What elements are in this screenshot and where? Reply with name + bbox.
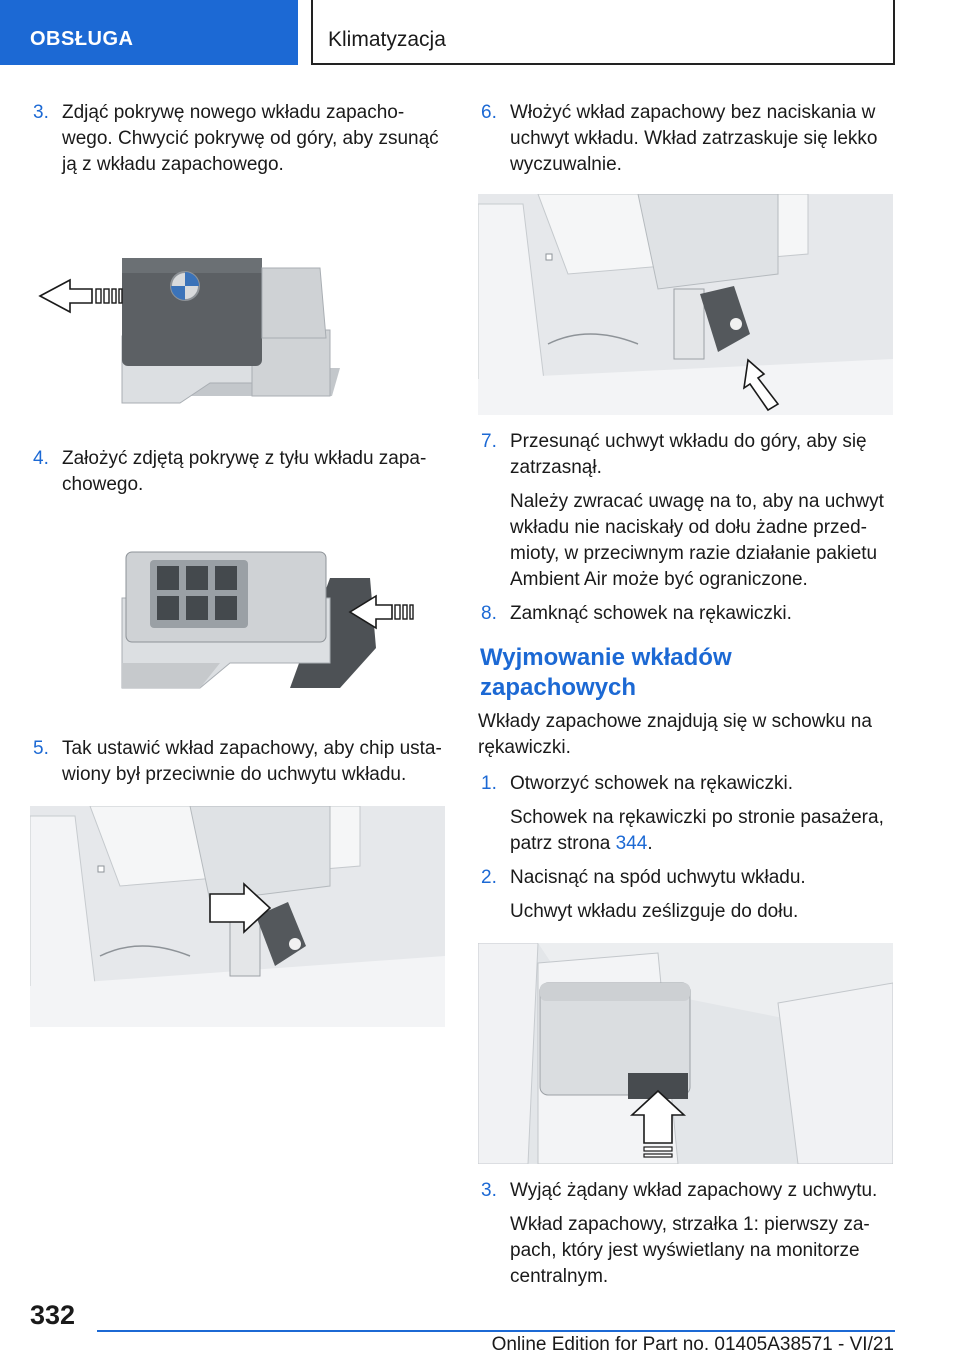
- step-number: 1.: [481, 773, 497, 794]
- step-7: [478, 429, 893, 481]
- footer-divider: [97, 1330, 895, 1332]
- intro-text: Wkłady zapachowe znajdują się w schowku na rękawiczki.: [478, 711, 872, 758]
- left-column: [30, 100, 445, 1027]
- chapter-tab: [311, 0, 895, 65]
- step-number: 3.: [33, 102, 49, 123]
- figure-insert-cartridge: [478, 194, 893, 415]
- page-number: 332: [30, 1300, 76, 1330]
- note-text: Schowek na rękawiczki po stronie pasażera, patrz strona: [510, 807, 884, 854]
- step-number: 4.: [33, 448, 49, 469]
- step-6: [478, 100, 893, 178]
- figure-remove-cover: [30, 218, 445, 428]
- step-text: Włożyć wkład zapachowy bez naciskania w uchwyt wkładu. Wkład zatrzaskuje się lekko wyczuwalnie.: [510, 102, 878, 175]
- step-number: 5.: [33, 738, 49, 759]
- step-text: Zamknąć schowek na rękawiczki.: [510, 603, 792, 624]
- step-text: Zdjąć pokrywę nowego wkładu zapachowego. Chwycić pokrywę od góry, aby zsunąć ją z wkładu zapachowego.: [62, 102, 439, 175]
- step-text: Otworzyć schowek na rękawiczki.: [510, 773, 793, 794]
- section-tab: [0, 0, 298, 65]
- step-text: Wyjąć żądany wkład zapachowy z uchwytu.: [510, 1180, 878, 1201]
- remove-step-2: [478, 865, 893, 891]
- step-3: [30, 100, 445, 178]
- note-suffix: .: [647, 833, 653, 854]
- figure-orient-cartridge: [30, 806, 445, 1027]
- step-text: Nacisnąć na spód uchwytu wkładu.: [510, 867, 806, 888]
- remove-step-1-note: [478, 805, 893, 857]
- remove-step-1: [478, 771, 893, 797]
- step-number: 2.: [481, 867, 497, 888]
- figure-press-holder: [478, 943, 893, 1164]
- step-5: [30, 736, 445, 788]
- step-number: 7.: [481, 431, 497, 452]
- section-title: OBSŁUGA: [30, 28, 134, 50]
- chapter-title: Klimatyzacja: [328, 28, 446, 51]
- edition-text: Online Edition for Part no. 01405A38571 - VI/21: [491, 1334, 894, 1355]
- step-7-note: Należy zwracać uwagę na to, aby na uchwyt wkładu nie naciskały od dołu żadne przedmioty, w przeciwnym razie działanie pakietu Ambient Air może być ograniczone.: [510, 491, 884, 590]
- step-number: 6.: [481, 102, 497, 123]
- step-number: 3.: [481, 1180, 497, 1201]
- step-4: [30, 446, 445, 498]
- step-text: Założyć zdjętą pokrywę z tyłu wkładu zapachowego.: [62, 448, 427, 495]
- step-8: [478, 601, 893, 627]
- figure-attach-cover: [30, 538, 445, 708]
- page-link[interactable]: 344: [615, 833, 648, 854]
- step-number: 8.: [481, 603, 497, 624]
- step-text: Tak ustawić wkład zapachowy, aby chip ustawiony był przeciwnie do uchwytu wkładu.: [62, 738, 442, 785]
- remove-step-3-note: Wkład zapachowy, strzałka 1: pierwszy zapach, który jest wyświetlany na monitorze centralnym.: [510, 1214, 870, 1287]
- step-text: Przesunąć uchwyt wkładu do góry, aby się zatrzasnął.: [510, 431, 867, 478]
- remove-step-3: [478, 1178, 893, 1204]
- section-heading: Wyjmowanie wkładów zapachowych: [480, 644, 732, 701]
- remove-step-2-note: Uchwyt wkładu ześlizguje do dołu.: [510, 901, 799, 922]
- right-column: [478, 100, 893, 1290]
